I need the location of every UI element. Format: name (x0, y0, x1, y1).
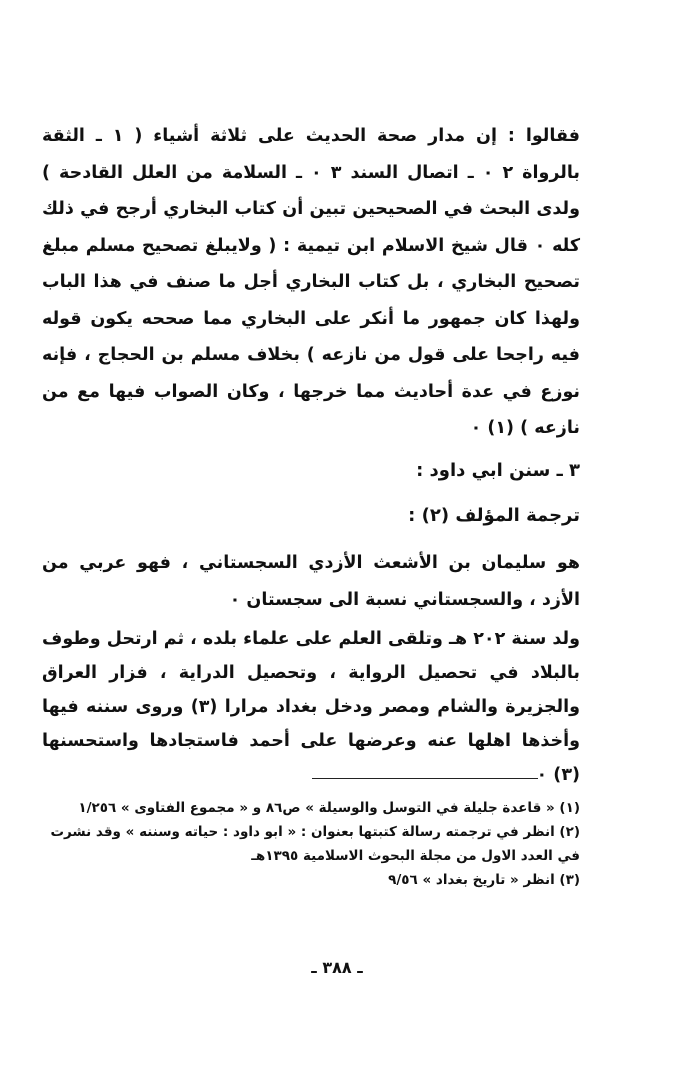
section-heading-sunan-abi-dawud: ٣ ـ سنن ابي داود : (416, 460, 580, 481)
footnotes (42, 796, 580, 892)
paragraph-author-name: هو سليمان بن الأشعث الأزدي السجستاني ، فهو عربي من الأزد ، والسجستاني نسبة الى سجستان ٠ (42, 553, 580, 610)
footnote-3: (٣) انظر « تاريخ بغداد » ٩/٥٦ (388, 872, 580, 888)
subheading-author-biography: ترجمة المؤلف (٢) : (408, 505, 580, 526)
footnote-2: (٢) انظر في ترجمته رسالة كتبتها بعنوان : « ابو داود : حياته وسننه » وقد نشرت في العدد الاول من مجلة البحوث الاسلامية ١٣٩٥هـ (50, 824, 580, 864)
paragraph-author-travels: ولد سنة ٢٠٢ هـ وتلقى العلم على علماء بلده ، ثم ارتحل وطوف بالبلاد في تحصيل الرواية ، وتحصيل الدراية ، فزار العراق والجزيرة والشام ومصر ودخل بغداد مرارا (٣) وروى سننه فيها وأخذها اهلها عنه وعرضها على أحمد فاستجادها واستحسنها (٣) ٠ (42, 629, 581, 785)
footnote-1: (١) « قاعدة جليلة في التوسل والوسيلة » ص٨٦ و « مجموع الفتاوى » ١/٢٥٦ (78, 800, 580, 816)
page-number: ـ ٣٨٨ ـ (311, 958, 363, 977)
footnote-divider (312, 778, 538, 779)
paragraph-authenticity-criteria: فقالوا : إن مدار صحة الحديث على ثلاثة أشياء ( ١ ـ الثقة بالرواة ٢ ٠ ـ اتصال السند ٣ ٠ ـ السلامة من العلل القادحة ) ولدى البحث في الصحيحين تبين أن كتاب البخاري أرجح في ذلك كله ٠ قال شيخ الاسلام ابن تيمية : ( ولايبلغ تصحيح مسلم مبلغ تصحيح البخاري ، بل كتاب البخاري أجل ما صنف في هذا الباب ولهذا كان جمهور ما أنكر على البخاري مما صححه يكون قوله فيه راجحا على قول من نازعه ) بخلاف مسلم بن الحجاج ، فإنه نوزع في عدة أحاديث مما خرجها ، وكان الصواب فيها مع من نازعه ) (١) ٠ (42, 126, 580, 438)
